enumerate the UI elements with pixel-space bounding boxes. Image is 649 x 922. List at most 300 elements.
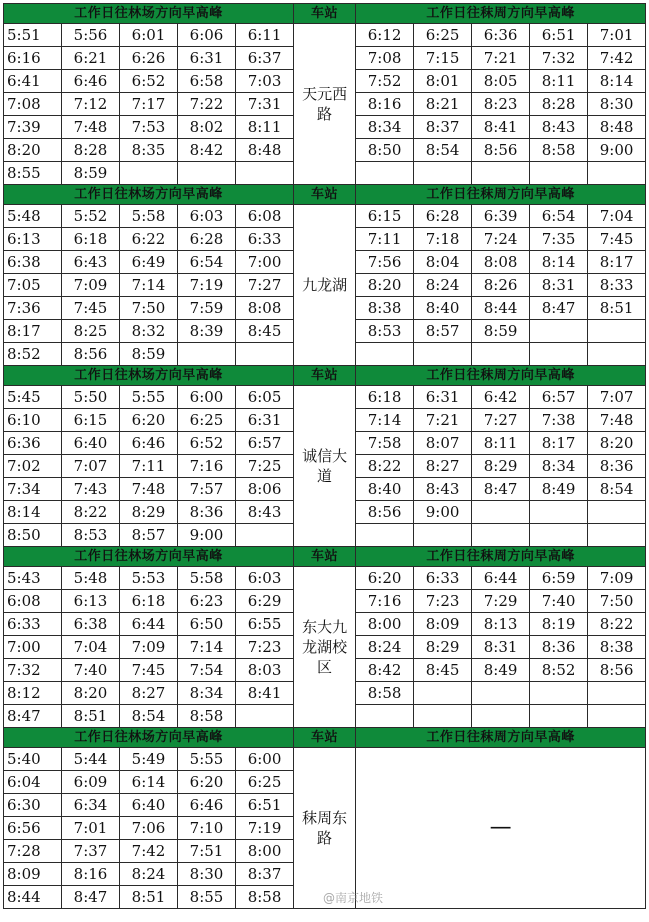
time-cell: 7:27: [236, 274, 294, 297]
direction-header-linchang: 工作日往林场方向早高峰: [4, 366, 294, 386]
time-cell: 7:16: [178, 455, 236, 478]
time-cell: 8:57: [414, 320, 472, 343]
direction-header-linchang: 工作日往林场方向早高峰: [4, 547, 294, 567]
time-cell: 7:56: [356, 251, 414, 274]
time-cell: 8:02: [178, 116, 236, 139]
station-name: 东大九龙湖校区: [302, 618, 348, 676]
time-cell: 6:18: [62, 228, 120, 251]
time-cell: 6:58: [178, 70, 236, 93]
time-cell: 6:13: [62, 590, 120, 613]
time-cell: [588, 682, 646, 705]
time-cell: 8:50: [4, 524, 62, 547]
time-cell: 6:51: [236, 794, 294, 817]
time-cell: 6:38: [62, 613, 120, 636]
time-cell: 8:54: [588, 478, 646, 501]
time-cell: 7:35: [530, 228, 588, 251]
time-cell: 7:53: [120, 116, 178, 139]
time-cell: 8:54: [414, 139, 472, 162]
station-name: 九龙湖: [302, 276, 348, 294]
time-cell: [530, 705, 588, 728]
time-cell: 8:44: [4, 886, 62, 909]
table-row: [4, 748, 646, 771]
time-cell: 8:53: [356, 320, 414, 343]
time-cell: 8:24: [414, 274, 472, 297]
time-cell: 6:03: [178, 205, 236, 228]
time-cell: 7:45: [62, 297, 120, 320]
time-cell: 8:40: [356, 478, 414, 501]
time-cell: 6:38: [4, 251, 62, 274]
time-cell: 8:16: [62, 863, 120, 886]
time-cell: 7:07: [588, 386, 646, 409]
time-cell: 7:54: [178, 659, 236, 682]
time-cell: [588, 501, 646, 524]
time-cell: [178, 162, 236, 185]
time-cell: 8:31: [530, 274, 588, 297]
time-cell: 6:44: [120, 613, 178, 636]
time-cell: 7:23: [236, 636, 294, 659]
time-cell: 8:08: [236, 297, 294, 320]
time-cell: 7:14: [178, 636, 236, 659]
time-cell: 5:45: [4, 386, 62, 409]
time-cell: 8:59: [120, 343, 178, 366]
time-cell: 8:49: [530, 478, 588, 501]
time-cell: [356, 343, 414, 366]
direction-header-linchang: 工作日往林场方向早高峰: [4, 185, 294, 205]
time-cell: 7:00: [4, 636, 62, 659]
time-cell: 7:01: [62, 817, 120, 840]
time-cell: 6:43: [62, 251, 120, 274]
time-cell: [356, 524, 414, 547]
time-cell: 8:24: [356, 636, 414, 659]
time-cell: 7:43: [62, 478, 120, 501]
time-cell: 8:51: [120, 886, 178, 909]
time-cell: 6:00: [236, 748, 294, 771]
time-cell: 8:48: [236, 139, 294, 162]
time-cell: [356, 162, 414, 185]
time-cell: 6:13: [4, 228, 62, 251]
time-cell: 6:39: [472, 205, 530, 228]
time-cell: 6:11: [236, 24, 294, 47]
time-cell: 8:47: [62, 886, 120, 909]
time-cell: 6:50: [178, 613, 236, 636]
time-cell: 6:01: [120, 24, 178, 47]
time-cell: 7:39: [4, 116, 62, 139]
time-cell: 8:36: [530, 636, 588, 659]
time-cell: 5:55: [178, 748, 236, 771]
time-cell: 8:04: [414, 251, 472, 274]
time-cell: 6:30: [4, 794, 62, 817]
time-cell: 6:59: [530, 567, 588, 590]
station-name-cell: [294, 748, 356, 909]
time-cell: 7:50: [120, 297, 178, 320]
time-cell: [530, 682, 588, 705]
time-cell: 7:22: [178, 93, 236, 116]
time-cell: 8:43: [236, 501, 294, 524]
time-cell: 8:27: [414, 455, 472, 478]
time-cell: 8:42: [356, 659, 414, 682]
time-cell: 6:40: [62, 432, 120, 455]
time-cell: 8:01: [414, 70, 472, 93]
time-cell: 8:44: [472, 297, 530, 320]
time-cell: 8:56: [588, 659, 646, 682]
time-cell: 8:34: [530, 455, 588, 478]
time-cell: 5:51: [4, 24, 62, 47]
time-cell: [588, 162, 646, 185]
time-cell: 7:36: [4, 297, 62, 320]
time-cell: 8:12: [4, 682, 62, 705]
time-cell: [472, 524, 530, 547]
time-cell: 5:58: [120, 205, 178, 228]
time-cell: 7:09: [588, 567, 646, 590]
time-cell: 5:48: [4, 205, 62, 228]
station-name-cell: [294, 567, 356, 728]
time-cell: 6:28: [414, 205, 472, 228]
time-cell: 7:23: [414, 590, 472, 613]
time-cell: 8:52: [4, 343, 62, 366]
time-cell: 8:39: [178, 320, 236, 343]
time-cell: 8:51: [62, 705, 120, 728]
time-cell: [414, 162, 472, 185]
station-column-header: 车站: [294, 547, 356, 567]
time-cell: 6:05: [236, 386, 294, 409]
time-cell: [588, 343, 646, 366]
time-cell: [236, 162, 294, 185]
time-cell: 7:21: [472, 47, 530, 70]
time-cell: 8:05: [472, 70, 530, 93]
time-cell: [236, 343, 294, 366]
time-cell: 6:42: [472, 386, 530, 409]
time-cell: 8:42: [178, 139, 236, 162]
time-cell: 8:51: [588, 297, 646, 320]
time-cell: 7:04: [588, 205, 646, 228]
time-cell: 8:20: [356, 274, 414, 297]
time-cell: 8:30: [178, 863, 236, 886]
time-cell: 8:47: [530, 297, 588, 320]
table-row: [4, 24, 646, 47]
time-cell: 8:09: [414, 613, 472, 636]
time-cell: 8:52: [530, 659, 588, 682]
time-cell: 6:08: [236, 205, 294, 228]
time-cell: 6:10: [4, 409, 62, 432]
station-name-cell: [294, 24, 356, 185]
time-cell: 7:40: [530, 590, 588, 613]
time-cell: 8:22: [62, 501, 120, 524]
timetable-body: [4, 4, 646, 909]
time-cell: [530, 343, 588, 366]
time-cell: 6:57: [236, 432, 294, 455]
time-cell: 8:22: [588, 613, 646, 636]
time-cell: 8:32: [120, 320, 178, 343]
station-name-cell: [294, 205, 356, 366]
time-cell: 7:12: [62, 93, 120, 116]
time-cell: 8:17: [530, 432, 588, 455]
time-cell: 6:54: [178, 251, 236, 274]
time-cell: 7:45: [588, 228, 646, 251]
time-cell: 8:58: [178, 705, 236, 728]
direction-header-mozhou: 工作日往秣周方向早高峰: [356, 366, 646, 386]
time-cell: 7:24: [472, 228, 530, 251]
time-cell: 6:14: [120, 771, 178, 794]
time-cell: 7:09: [62, 274, 120, 297]
time-cell: 6:04: [4, 771, 62, 794]
time-cell: 8:34: [356, 116, 414, 139]
time-cell: [588, 524, 646, 547]
time-cell: 8:11: [530, 70, 588, 93]
time-cell: 7:48: [62, 116, 120, 139]
time-cell: 7:15: [414, 47, 472, 70]
time-cell: 6:31: [414, 386, 472, 409]
block-header-row: [4, 4, 646, 24]
time-cell: 8:06: [236, 478, 294, 501]
time-cell: 7:14: [356, 409, 414, 432]
time-cell: 8:21: [414, 93, 472, 116]
time-cell: 8:26: [472, 274, 530, 297]
station-name: 天元西路: [302, 85, 348, 123]
time-cell: 7:19: [236, 817, 294, 840]
time-cell: 8:35: [120, 139, 178, 162]
time-cell: 8:29: [472, 455, 530, 478]
time-cell: 8:53: [62, 524, 120, 547]
time-cell: 6:18: [120, 590, 178, 613]
time-cell: 6:09: [62, 771, 120, 794]
time-cell: 6:52: [178, 432, 236, 455]
block-header-row: [4, 547, 646, 567]
time-cell: 5:44: [62, 748, 120, 771]
station-column-header: 车站: [294, 4, 356, 24]
time-cell: 7:10: [178, 817, 236, 840]
time-cell: 8:41: [236, 682, 294, 705]
time-cell: 7:04: [62, 636, 120, 659]
time-cell: 8:49: [472, 659, 530, 682]
time-cell: 6:36: [4, 432, 62, 455]
time-cell: 8:11: [236, 116, 294, 139]
time-cell: 7:05: [4, 274, 62, 297]
time-cell: 7:31: [236, 93, 294, 116]
time-cell: 5:58: [178, 567, 236, 590]
time-cell: 7:08: [4, 93, 62, 116]
time-cell: 8:33: [588, 274, 646, 297]
time-cell: 6:29: [236, 590, 294, 613]
time-cell: 8:24: [120, 863, 178, 886]
time-cell: 7:27: [472, 409, 530, 432]
time-cell: 6:33: [4, 613, 62, 636]
time-cell: 8:34: [178, 682, 236, 705]
time-cell: 7:18: [414, 228, 472, 251]
time-cell: 6:46: [62, 70, 120, 93]
time-cell: [530, 501, 588, 524]
direction-header-mozhou: 工作日往秣周方向早高峰: [356, 547, 646, 567]
time-cell: [472, 682, 530, 705]
time-cell: [178, 343, 236, 366]
time-cell: 6:25: [414, 24, 472, 47]
time-cell: 6:36: [472, 24, 530, 47]
time-cell: [120, 162, 178, 185]
time-cell: 6:25: [178, 409, 236, 432]
time-cell: 9:00: [178, 524, 236, 547]
time-cell: 8:14: [588, 70, 646, 93]
time-cell: 8:43: [414, 478, 472, 501]
time-cell: 8:20: [588, 432, 646, 455]
time-cell: 7:11: [120, 455, 178, 478]
time-cell: 6:00: [178, 386, 236, 409]
block-header-row: [4, 366, 646, 386]
time-cell: 8:23: [472, 93, 530, 116]
time-cell: 6:21: [62, 47, 120, 70]
time-cell: 7:59: [178, 297, 236, 320]
time-cell: 7:42: [588, 47, 646, 70]
station-column-header: 车站: [294, 728, 356, 748]
time-cell: 6:06: [178, 24, 236, 47]
time-cell: 8:43: [530, 116, 588, 139]
time-cell: 8:14: [530, 251, 588, 274]
time-cell: 8:37: [236, 863, 294, 886]
time-cell: 8:29: [120, 501, 178, 524]
time-cell: 6:22: [120, 228, 178, 251]
time-cell: 8:38: [588, 636, 646, 659]
time-cell: 8:14: [4, 501, 62, 524]
time-cell: 8:56: [472, 139, 530, 162]
time-cell: 8:48: [588, 116, 646, 139]
time-cell: [414, 682, 472, 705]
time-cell: 6:55: [236, 613, 294, 636]
time-cell: 6:26: [120, 47, 178, 70]
time-cell: 8:25: [62, 320, 120, 343]
time-cell: 8:55: [4, 162, 62, 185]
time-cell: 8:40: [414, 297, 472, 320]
time-cell: 6:46: [178, 794, 236, 817]
time-cell: 8:07: [414, 432, 472, 455]
time-cell: 5:52: [62, 205, 120, 228]
time-cell: 6:49: [120, 251, 178, 274]
time-cell: 8:36: [178, 501, 236, 524]
time-cell: [472, 343, 530, 366]
time-cell: 7:08: [356, 47, 414, 70]
station-column-header: 车站: [294, 185, 356, 205]
time-cell: 8:31: [472, 636, 530, 659]
no-service-mark: —: [356, 748, 646, 909]
time-cell: 8:45: [236, 320, 294, 343]
time-cell: 7:03: [236, 70, 294, 93]
time-cell: [530, 524, 588, 547]
time-cell: 6:28: [178, 228, 236, 251]
time-cell: 8:17: [588, 251, 646, 274]
time-cell: 8:54: [120, 705, 178, 728]
table-row: [4, 567, 646, 590]
time-cell: 7:38: [530, 409, 588, 432]
time-cell: 7:48: [588, 409, 646, 432]
station-name: 诚信大道: [302, 447, 348, 485]
time-cell: 8:47: [4, 705, 62, 728]
time-cell: 8:20: [4, 139, 62, 162]
time-cell: 5:48: [62, 567, 120, 590]
time-cell: [472, 162, 530, 185]
time-cell: 8:57: [120, 524, 178, 547]
time-cell: 9:00: [414, 501, 472, 524]
time-cell: 7:17: [120, 93, 178, 116]
time-cell: 7:40: [62, 659, 120, 682]
time-cell: 7:11: [356, 228, 414, 251]
time-cell: 8:19: [530, 613, 588, 636]
time-cell: 8:55: [178, 886, 236, 909]
time-cell: 8:38: [356, 297, 414, 320]
time-cell: 8:22: [356, 455, 414, 478]
time-cell: 6:20: [120, 409, 178, 432]
time-cell: 8:03: [236, 659, 294, 682]
time-cell: 8:28: [62, 139, 120, 162]
time-cell: 5:43: [4, 567, 62, 590]
time-cell: 7:45: [120, 659, 178, 682]
time-cell: 7:52: [356, 70, 414, 93]
time-cell: [530, 320, 588, 343]
time-cell: [236, 524, 294, 547]
time-cell: 6:56: [4, 817, 62, 840]
time-cell: [472, 501, 530, 524]
time-cell: 6:34: [62, 794, 120, 817]
direction-header-mozhou: 工作日往秣周方向早高峰: [356, 185, 646, 205]
time-cell: 7:16: [356, 590, 414, 613]
direction-header-linchang: 工作日往林场方向早高峰: [4, 728, 294, 748]
block-header-row: [4, 185, 646, 205]
time-cell: 6:52: [120, 70, 178, 93]
time-cell: [236, 705, 294, 728]
time-cell: 7:07: [62, 455, 120, 478]
time-cell: [356, 705, 414, 728]
time-cell: [530, 162, 588, 185]
time-cell: 8:09: [4, 863, 62, 886]
watermark: @南京地铁: [322, 891, 383, 905]
time-cell: 7:01: [588, 24, 646, 47]
time-cell: 8:00: [236, 840, 294, 863]
time-cell: 7:51: [178, 840, 236, 863]
time-cell: 6:33: [414, 567, 472, 590]
time-cell: 8:13: [472, 613, 530, 636]
station-name-cell: [294, 386, 356, 547]
block-header-row: [4, 728, 646, 748]
time-cell: 8:16: [356, 93, 414, 116]
time-cell: 5:53: [120, 567, 178, 590]
time-cell: 6:08: [4, 590, 62, 613]
time-cell: 6:31: [236, 409, 294, 432]
time-cell: 5:50: [62, 386, 120, 409]
timetable: [3, 3, 646, 909]
time-cell: 7:02: [4, 455, 62, 478]
time-cell: 5:49: [120, 748, 178, 771]
time-cell: 6:20: [178, 771, 236, 794]
time-cell: 8:58: [236, 886, 294, 909]
time-cell: 6:41: [4, 70, 62, 93]
time-cell: 8:00: [356, 613, 414, 636]
time-cell: 6:15: [62, 409, 120, 432]
time-cell: 7:37: [62, 840, 120, 863]
time-cell: 7:29: [472, 590, 530, 613]
time-cell: 8:58: [356, 682, 414, 705]
time-cell: 6:57: [530, 386, 588, 409]
direction-header-mozhou: 工作日往秣周方向早高峰: [356, 728, 646, 748]
time-cell: 6:31: [178, 47, 236, 70]
time-cell: 8:37: [414, 116, 472, 139]
timetable-sheet: [3, 3, 645, 909]
time-cell: [414, 705, 472, 728]
time-cell: 8:17: [4, 320, 62, 343]
time-cell: 8:20: [62, 682, 120, 705]
time-cell: 7:21: [414, 409, 472, 432]
time-cell: 6:23: [178, 590, 236, 613]
time-cell: 8:56: [62, 343, 120, 366]
time-cell: [472, 705, 530, 728]
time-cell: 6:18: [356, 386, 414, 409]
time-cell: 6:03: [236, 567, 294, 590]
direction-header-linchang: 工作日往林场方向早高峰: [4, 4, 294, 24]
